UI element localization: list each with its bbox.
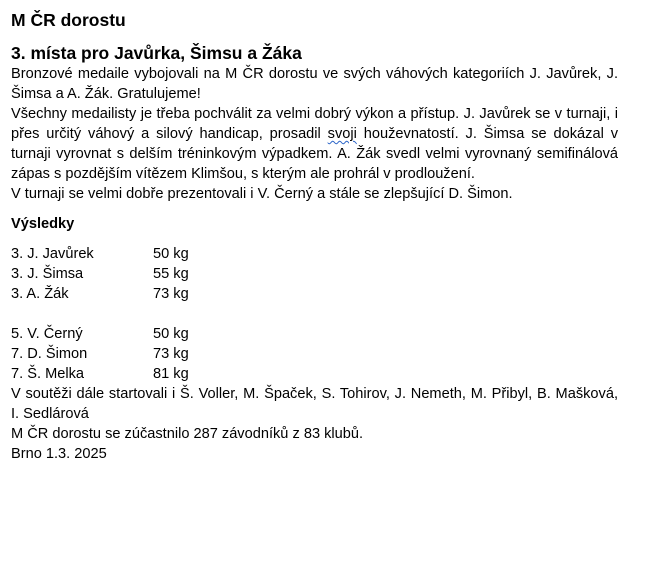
- result-weight: 81 kg: [153, 366, 189, 382]
- result-weight: 73 kg: [153, 286, 189, 302]
- results-group-medalists: [11, 244, 618, 304]
- result-weight: 50 kg: [153, 326, 189, 342]
- place-and-date: Brno 1.3. 2025: [11, 446, 107, 462]
- result-name: 7. Š. Melka: [11, 366, 84, 382]
- result-weight: 73 kg: [153, 346, 189, 362]
- paragraph-praise: [11, 104, 618, 184]
- result-row: [11, 264, 618, 284]
- result-row: [11, 364, 618, 384]
- result-row: [11, 244, 618, 264]
- paragraph-praise-text-start: Všechny medailisty je třeba pochválit za velmi dobrý výkon a přístup. J. Javůrek se v turnaji, i přes určitý váhový a silový handicap, prosadil: [11, 106, 618, 142]
- result-name: 3. A. Žák: [11, 286, 69, 302]
- result-row: [11, 284, 618, 304]
- paragraph-medals: Bronzové medaile vybojovali na M ČR dorostu ve svých váhových kategoriích J. Javůrek, J. Šimsa a A. Žák. Gratulujeme!: [11, 66, 618, 102]
- result-weight: 50 kg: [153, 246, 189, 262]
- paragraph-statistics: M ČR dorostu se zúčastnilo 287 závodníků z 83 klubů.: [11, 426, 364, 442]
- result-name: 5. V. Černý: [11, 326, 83, 342]
- document-title: M ČR dorostu: [11, 10, 126, 30]
- result-weight: 55 kg: [153, 266, 189, 282]
- article-heading: 3. místa pro Javůrka, Šimsu a Žáka: [11, 43, 302, 63]
- result-name: 3. J. Javůrek: [11, 246, 94, 262]
- result-name: 3. J. Šimsa: [11, 266, 84, 282]
- result-name: 7. D. Šimon: [11, 346, 88, 362]
- paragraph-praise-text-end: houževnatostí. J. Šimsa se dokázal v turnaji vyrovnat s delším tréninkovým výpadkem. A. Žák svedl velmi vyrovnaný semifinálová zápas s pozdějším vítězem Klimšou, s kterým ale prohrál v prodloužení.: [11, 126, 618, 182]
- result-row: [11, 324, 618, 344]
- paragraph-others: V turnaji se velmi dobře prezentovali i V. Černý a stále se zlepšující D. Šimon.: [11, 186, 513, 202]
- results-group-placed: [11, 324, 618, 384]
- spellcheck-marked-word[interactable]: svoji: [327, 126, 357, 142]
- result-row: [11, 344, 618, 364]
- paragraph-participants: V soutěži dále startovali i Š. Voller, M. Špaček, S. Tohirov, J. Nemeth, M. Přibyl, B. Mašková, I. Sedlárová: [11, 386, 618, 422]
- results-heading: Výsledky: [11, 216, 75, 232]
